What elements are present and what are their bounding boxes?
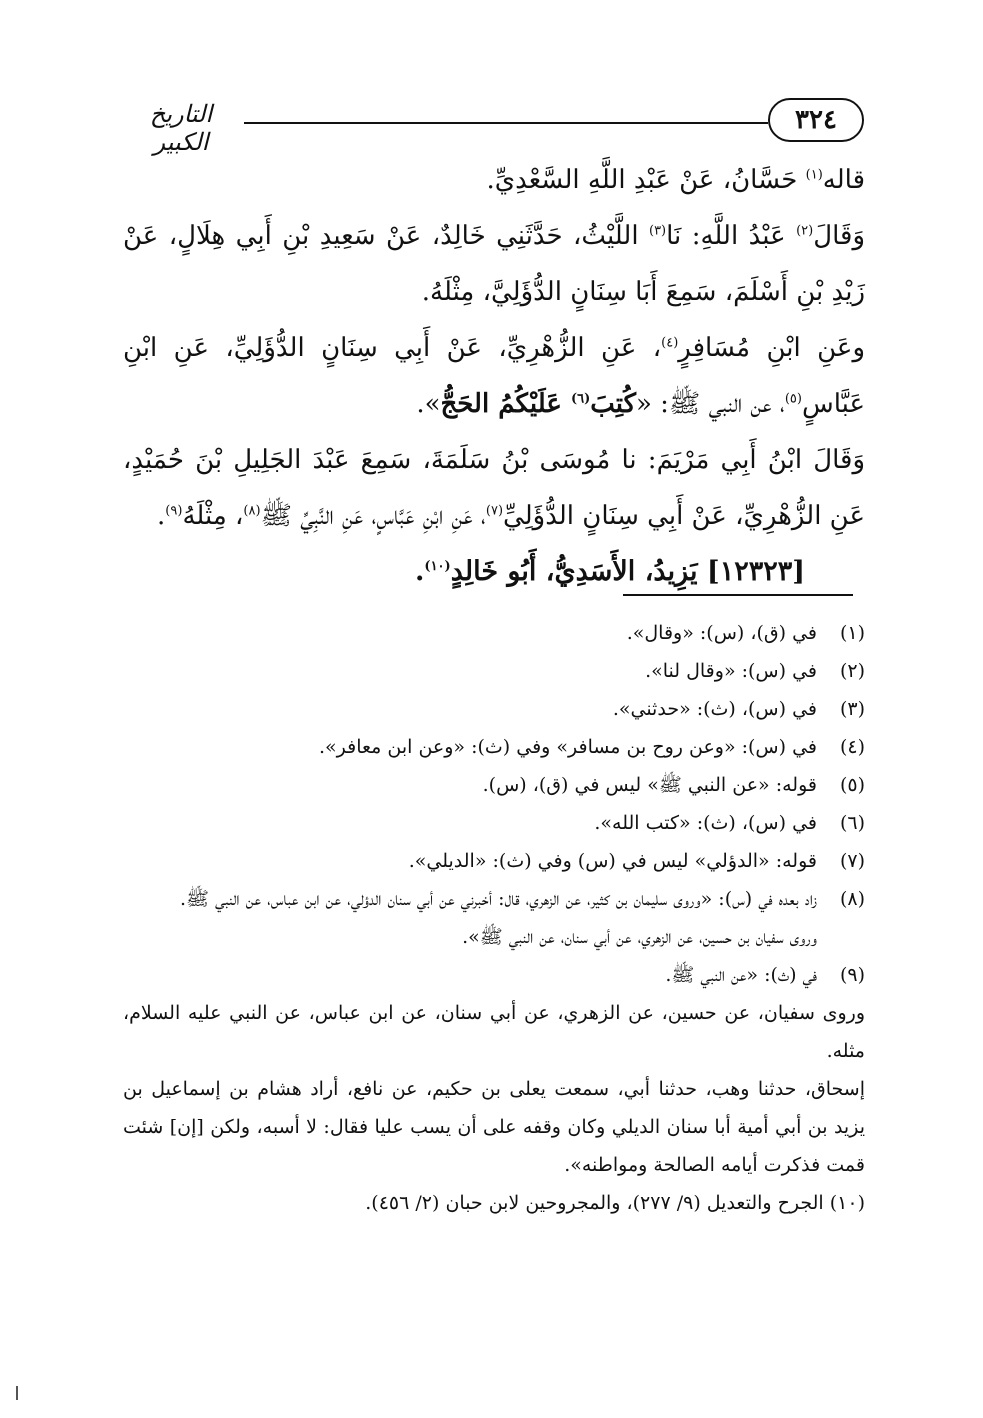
footnote-text: قوله: «عن النبي ﷺ» ليس في (ق)، (س). — [482, 774, 817, 796]
text-paragraph-4 — [123, 432, 865, 544]
text-segment: وعَنِ ابْنِ مُسَافِرٍ — [678, 333, 866, 363]
text-segment: حَسَّانُ، عَنْ عَبْدِ اللَّهِ السَّعْدِيِّ. — [486, 165, 806, 195]
footnote-number: (٤) — [839, 736, 865, 758]
footnote-ref-9[interactable]: (٩) — [165, 503, 183, 519]
text-segment: وَقَالَ ابْنُ أَبِي مَرْيَمَ: نا مُوسَى بْنُ سَلَمَةَ، سَمِعَ عَبْدَ الجَلِيلِ بْنَ حُمَيْدٍ، عَنِ الزُّهْرِيِّ، عَنْ أَبِي سِنَانٍ الدُّؤَلِيِّ — [123, 445, 865, 531]
footnote-text: في (س)، (ث): «حدثني». — [612, 698, 817, 720]
text-segment: قاله — [822, 165, 865, 195]
footnote-ref-3[interactable]: (٣) — [648, 223, 667, 239]
text-segment: [١٢٣٢٣] يَزِيدُ، الأَسَدِيُّ، أَبُو خَالِدٍ — [450, 556, 805, 587]
footnote-5 — [123, 766, 865, 804]
footnote-text: زاد بعده في (س): «وروى سليمان بن كثير، عن الزهري، قال: أخبرني عن أبي سنان الدؤلي، عن ابن عباس، عن النبي ﷺ. — [180, 888, 817, 910]
text-segment: اللَّيْثُ، حَدَّثَنِي خَالِدٌ، عَنْ سَعِيدِ بْنِ أَبِي هِلَالٍ، عَنْ زَيْدِ بْنِ أَسْلَمَ، سَمِعَ أَبَا سِنَانٍ الدُّؤَلِيَّ، مِثْلَهُ. — [123, 221, 865, 307]
footnote-ref-5[interactable]: (٥) — [784, 391, 802, 407]
footnote-ref-8[interactable]: (٨) — [243, 503, 261, 519]
text-segment: عَلَيْكُمُ الحَجُّ — [440, 389, 571, 419]
footnote-4 — [123, 728, 865, 766]
text-paragraph-3 — [123, 320, 865, 432]
footnote-text: قوله: «الدؤلي» ليس في (س) وفي (ث): «الديلي». — [408, 850, 817, 872]
footnote-ref-6[interactable]: (٦) — [570, 391, 591, 407]
footnotes — [123, 614, 865, 1222]
text-segment: ». — [416, 389, 441, 419]
footnote-6 — [123, 804, 865, 842]
footnote-text: في (س): «وقال لنا». — [645, 660, 817, 682]
footnote-ref-2[interactable]: (٢) — [796, 223, 814, 239]
book-title: التاريخ الكبير — [149, 100, 213, 156]
text-segment: كُتِبَ — [590, 389, 636, 419]
footnote-divider — [623, 594, 853, 596]
text-segment: . — [157, 501, 166, 531]
main-text — [123, 152, 865, 600]
footnote-number: (٥) — [839, 774, 865, 796]
footnote-ref-7[interactable]: (٧) — [485, 503, 504, 519]
footnote-number: (٦) — [839, 812, 865, 834]
text-segment: وَقَالَ — [813, 221, 865, 251]
footnote-7 — [123, 842, 865, 880]
footnote-9 — [123, 956, 865, 994]
footnote-text: في (س): «وعن روح بن مسافر» وفي (ث): «وعن ابن معافر». — [318, 736, 817, 758]
text-paragraph-2 — [123, 208, 865, 320]
page-header — [120, 96, 864, 156]
footnote-1 — [123, 614, 865, 652]
footnote-10: (١٠) الجرح والتعديل (٩/ ٢٧٧)، والمجروحين لابن حبان (٢/ ٤٥٦). — [365, 1192, 865, 1214]
footnote-number: (٨) — [839, 888, 865, 910]
footnote-number: (٩) — [839, 964, 865, 986]
text-segment: ، عَنِ ابْنِ عَبَّاسٍ، عَنِ النَّبِيِّ ﷺ — [260, 501, 486, 531]
footnote-text: في (س)، (ث): «كتب الله». — [594, 812, 817, 834]
footnote-number: (٣) — [839, 698, 865, 720]
text-segment: ، مِثْلَهُ — [182, 501, 244, 531]
footnote-8-continuation: وروى سفيان بن حسين، عن الزهري، عن أبي سنان، عن النبي ﷺ». — [462, 926, 817, 948]
footnote-number: (٧) — [839, 850, 865, 872]
text-segment: . — [415, 556, 425, 587]
footnote-3 — [123, 690, 865, 728]
footnote-ref-10[interactable]: (١٠) — [424, 559, 451, 574]
footnote-ref-4[interactable]: (٤) — [661, 335, 679, 351]
footnote-text: في (ق)، (س): «وقال». — [626, 622, 817, 644]
footnote-9-continuation-2: إسحاق، حدثنا وهب، حدثنا أبي، سمعت يعلى بن حكيم، عن نافع، أراد هشام بن إسماعيل بن يزيد بن أبي أمية أبا سنان الديلي وكان وقفه على أن يسب عليا فقال: لا أسبه، ولكن [إن] شئت قمت فذكرت أيامه الصالحة ومواطنه». — [123, 1078, 865, 1176]
text-line-1 — [123, 152, 865, 208]
text-segment: ، عن النبي ﷺ: « — [636, 389, 785, 419]
hadith-quote — [440, 389, 636, 419]
header-rule — [244, 122, 768, 124]
footnote-9-continuation-1: وروى سفيان، عن حسين، عن الزهري، عن أبي سنان، عن ابن عباس، عن النبي عليه السلام، مثله. — [123, 1002, 865, 1062]
footnote-number: (١) — [839, 622, 865, 644]
footnote-8 — [123, 880, 865, 918]
footnote-number: (٢) — [839, 660, 865, 682]
margin-mark — [16, 1386, 18, 1400]
page-number: ٣٢٤ — [768, 98, 864, 142]
footnote-ref-1[interactable]: (١) — [805, 167, 823, 183]
footnote-text: في (ث): «عن النبي ﷺ. — [665, 964, 817, 986]
text-segment: عَبْدُ اللَّهِ: نَا — [666, 221, 797, 251]
footnote-2 — [123, 652, 865, 690]
entry-heading — [123, 544, 865, 600]
text-segment: ، عَنِ الزُّهْرِيِّ، عَنْ أَبِي سِنَانٍ الدُّؤَلِيِّ، عَنِ ابْنِ عَبَّاسٍ — [123, 333, 865, 419]
